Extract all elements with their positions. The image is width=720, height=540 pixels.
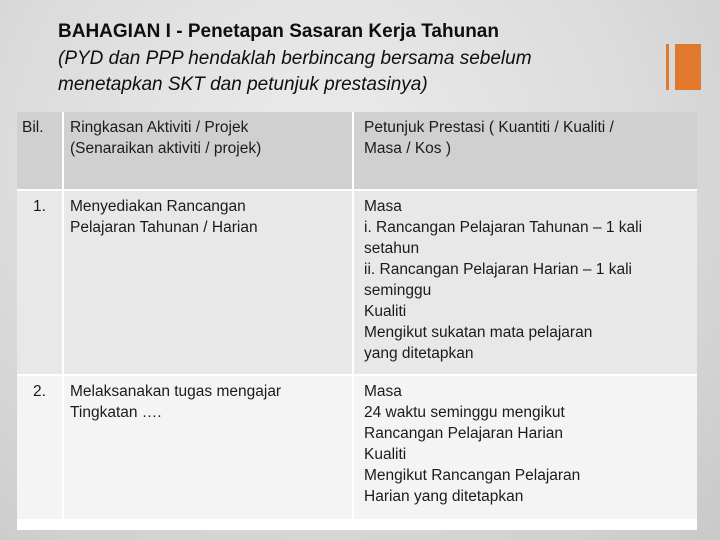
header-petunjuk xyxy=(353,112,697,190)
skt-table xyxy=(17,112,697,519)
header-petunjuk-line1: Petunjuk Prestasi ( Kuantiti / Kualiti / xyxy=(364,119,614,136)
row-bil: 1. xyxy=(17,190,63,375)
header-bil: Bil. xyxy=(17,112,63,190)
label-kualiti: Kualiti xyxy=(364,303,407,320)
row-petunjuk: Masa 24 waktu seminggu mengikut Rancangan Pelajaran Harian Kualiti Mengikut Rancangan Pelajaran Harian yang ditetapkan xyxy=(353,375,697,519)
label-masa: Masa xyxy=(364,383,402,400)
accent-bar-thick xyxy=(675,44,701,90)
header-aktiviti-line2: (Senaraikan aktiviti / projek) xyxy=(70,140,262,157)
row-aktiviti: Melaksanakan tugas mengajar Tingkatan …. xyxy=(63,375,353,519)
row-aktiviti: Menyediakan Rancangan Pelajaran Tahunan / Harian xyxy=(63,190,353,375)
slide-subtitle-line1: (PYD dan PPP hendaklah berbincang bersama sebelum xyxy=(58,48,532,69)
table-header-row xyxy=(17,112,697,190)
skt-table-container xyxy=(17,112,697,530)
accent-bar-thin xyxy=(666,44,669,90)
table-row xyxy=(17,190,697,375)
label-masa: Masa xyxy=(364,198,402,215)
header-aktiviti xyxy=(63,112,353,190)
header-aktiviti-line1: Ringkasan Aktiviti / Projek xyxy=(70,119,249,136)
header-petunjuk-line2: Masa / Kos ) xyxy=(364,140,451,157)
label-kualiti: Kualiti xyxy=(364,446,407,463)
table-row xyxy=(17,375,697,519)
row-bil: 2. xyxy=(17,375,63,519)
slide-title: BAHAGIAN I - Penetapan Sasaran Kerja Tahunan xyxy=(58,21,499,42)
slide-subtitle-line2: menetapkan SKT dan petunjuk prestasinya) xyxy=(58,74,428,95)
row-petunjuk: Masa i. Rancangan Pelajaran Tahunan – 1 kali setahun ii. Rancangan Pelajaran Harian – 1 kali seminggu Kualiti Mengikut sukatan mata pelajaran yang ditetapkan xyxy=(353,190,697,375)
